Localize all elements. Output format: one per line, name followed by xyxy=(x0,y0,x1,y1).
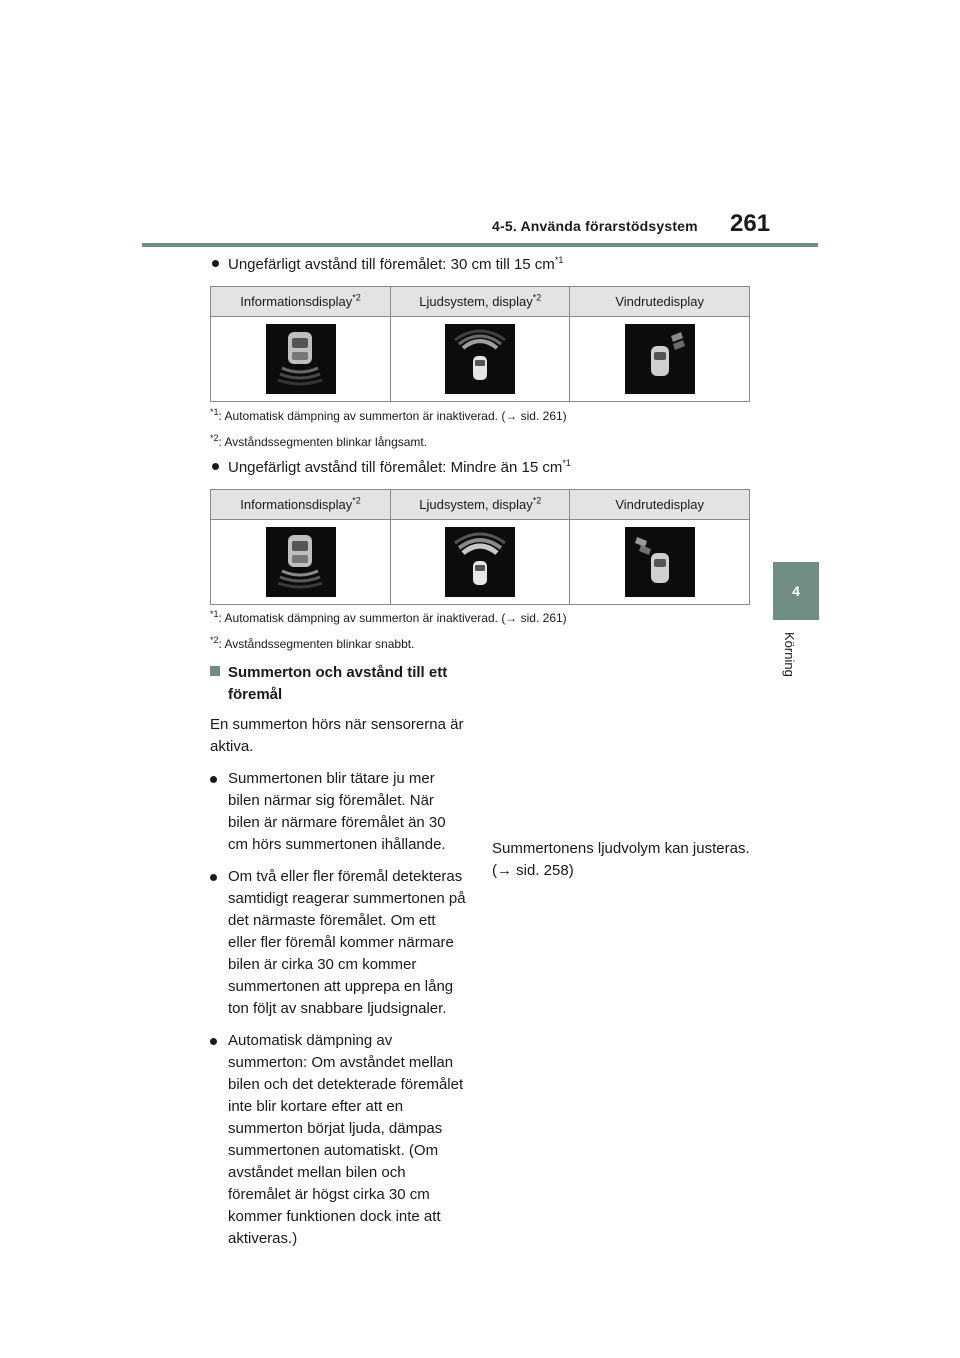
list-item: Automatisk dämpning av summerton: Om avståndet mellan bilen och det detekterade föremålet inte blir kortare efter att en summerton börjat ljuda, dämpas summertonen automatiskt. (Om avståndet mellan bilen och föremålet är högst cirka 30 cm kommer funktionen dock inte att aktiveras.) xyxy=(210,1030,468,1250)
parking-sensor-display-icon xyxy=(625,324,695,394)
table-cell xyxy=(211,317,391,402)
list-item: Summertonen blir tätare ju mer bilen närmar sig föremålet. När bilen är närmare föremålet än 30 cm hörs summertonen ihållande. xyxy=(210,768,468,856)
column-header: Informationsdisplay$^{*2}$ xyxy=(211,287,391,317)
display-table-1 xyxy=(210,286,750,402)
bullet-icon xyxy=(212,260,219,267)
header-rule xyxy=(142,243,818,247)
column-header: Ljudsystem, display$^{*2}$ xyxy=(391,287,570,317)
bullet-icon xyxy=(212,463,219,470)
parking-sensor-display-icon xyxy=(445,527,515,597)
volume-note: Summertonens ljudvolym kan justeras. (→ sid. 258) xyxy=(492,840,750,879)
parking-sensor-display-icon xyxy=(625,527,695,597)
table-cell xyxy=(570,317,750,402)
footnote-1: $^{*1}$: Automatisk dämpning av summerton är inaktiverad. (→ sid. 261) xyxy=(210,407,567,423)
column-header: Informationsdisplay$^{*2}$ xyxy=(211,490,391,520)
chapter-tab: 4 xyxy=(773,562,819,620)
parking-sensor-display-icon xyxy=(266,324,336,394)
page-number: 261 xyxy=(730,210,771,237)
table-cell xyxy=(211,520,391,605)
footnote-2: $^{*2}$: Avståndssegmenten blinkar snabbt. xyxy=(210,635,415,651)
column-header: Vindrutedisplay xyxy=(570,490,750,520)
column-header: Ljudsystem, display$^{*2}$ xyxy=(391,490,570,520)
distance-heading-1: Ungefärligt avstånd till föremålet: 30 cm till 15 $cm^{*1}$ xyxy=(212,255,563,275)
section-intro: En summerton hörs när sensorerna är aktiva. xyxy=(210,716,464,755)
distance-heading-2: Ungefärligt avstånd till föremålet: Mindre än 15 $cm^{*1}$ xyxy=(212,458,571,478)
right-column-note xyxy=(492,838,754,882)
table-cell xyxy=(391,520,570,605)
section-heading: Summerton och avstånd till ett föremål xyxy=(210,662,468,706)
table-cell xyxy=(391,317,570,402)
display-table-2 xyxy=(210,489,750,605)
chapter-label: Körning xyxy=(782,632,797,677)
footnote-2: $^{*2}$: Avståndssegmenten blinkar långsamt. xyxy=(210,433,428,449)
list-item: Om två eller fler föremål detekteras samtidigt reagerar summertonen på det närmaste föremålet. Om ett eller fler föremål kommer närmare bilen är cirka 30 cm kommer summertonen att upprepa en lång ton följt av snabbare ljudsignaler. xyxy=(210,866,468,1020)
footnote-1: $^{*1}$: Automatisk dämpning av summerton är inaktiverad. (→ sid. 261) xyxy=(210,609,567,625)
section-title: 4-5. Använda förarstödsystem xyxy=(492,218,698,234)
column-header: Vindrutedisplay xyxy=(570,287,750,317)
parking-sensor-display-icon xyxy=(445,324,515,394)
square-marker-icon xyxy=(210,666,220,676)
table-cell xyxy=(570,520,750,605)
left-column xyxy=(210,662,468,1250)
parking-sensor-display-icon xyxy=(266,527,336,597)
